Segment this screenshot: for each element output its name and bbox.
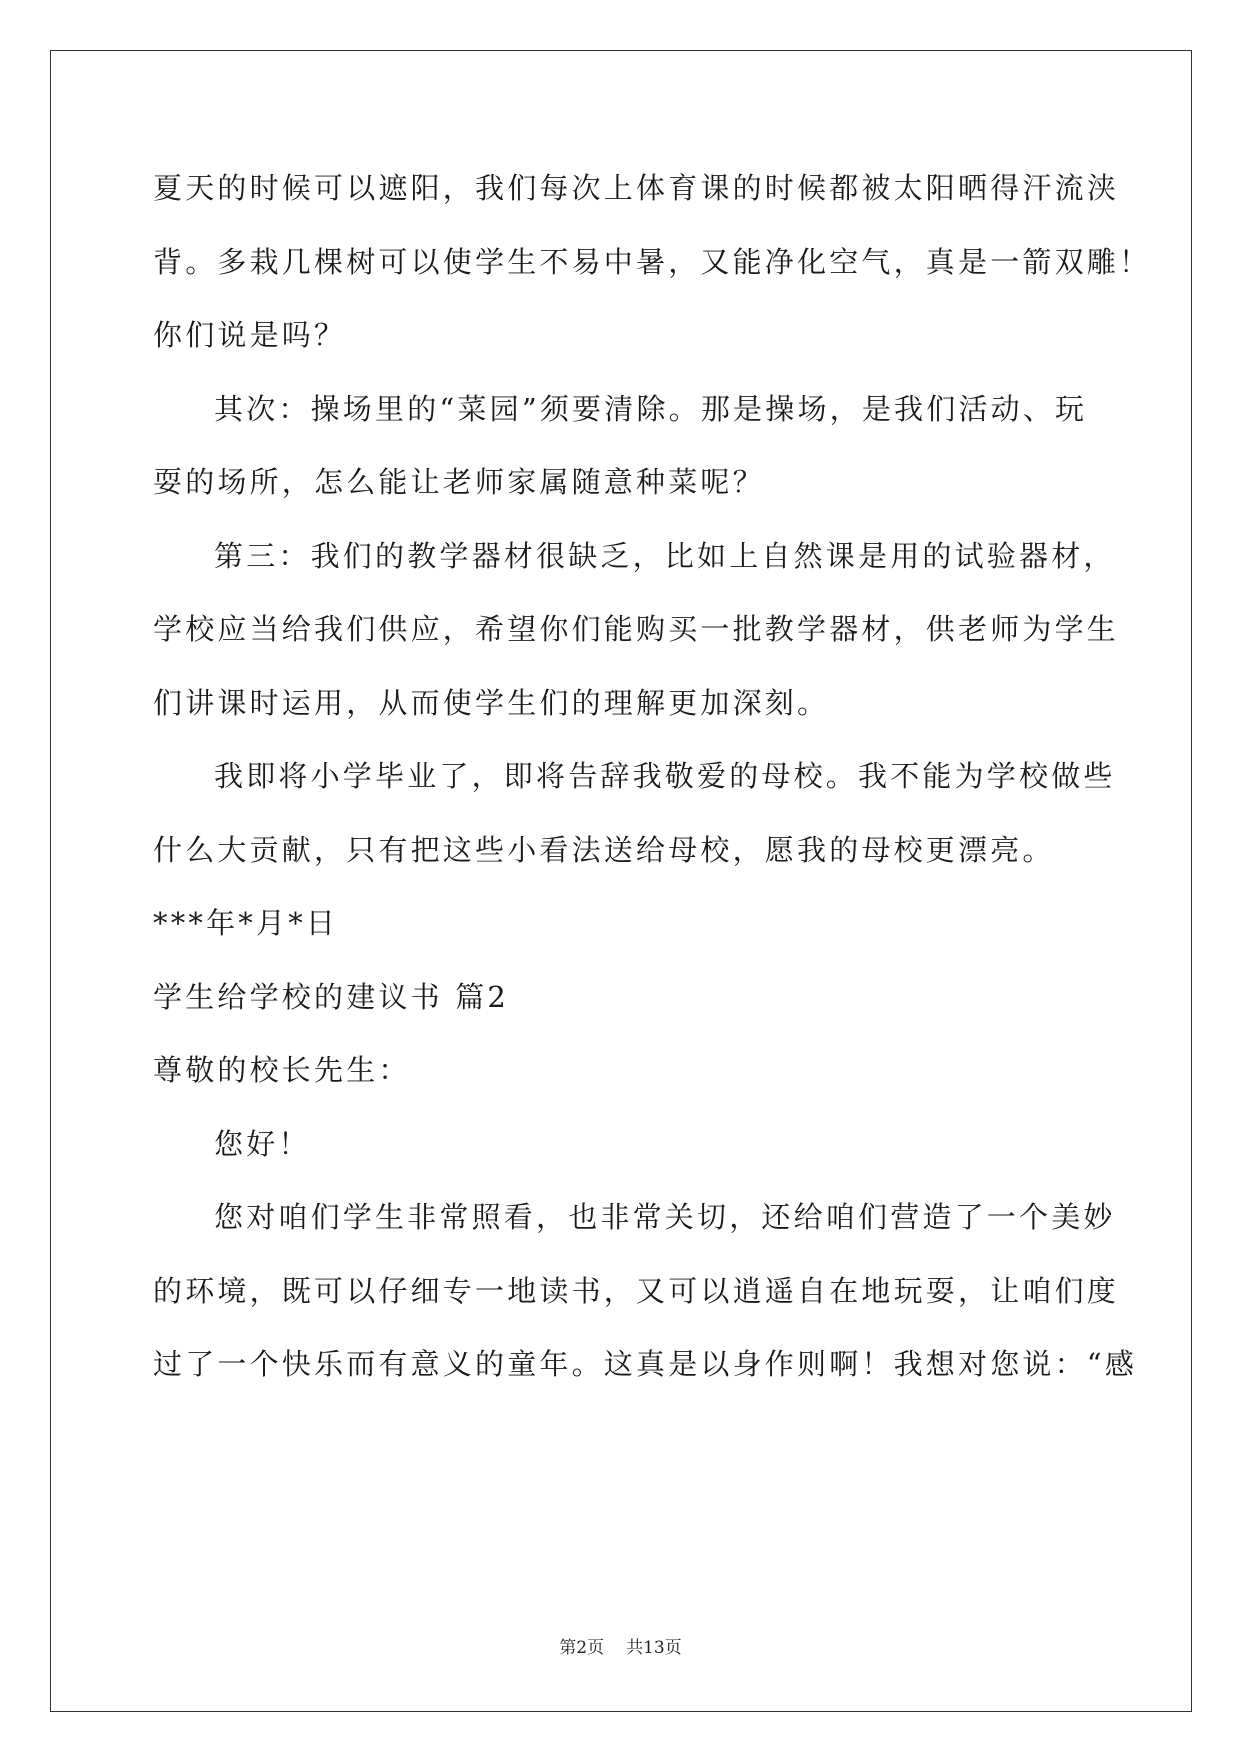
page-number: 第2页 (559, 1638, 605, 1658)
paragraph-line: 的环境，既可以仔细专一地读书，又可以逍遥自在地玩耍，让咱们度 (153, 1273, 1120, 1308)
section-heading: 学生给学校的建议书 篇2 (153, 979, 510, 1014)
greeting: 您好！ (214, 1126, 311, 1161)
paragraph-line: 您对咱们学生非常照看，也非常关切，还给咱们营造了一个美妙 (214, 1200, 1116, 1234)
date-line: ***年*月*日 (153, 906, 339, 940)
paragraph-line: 我即将小学毕业了，即将告辞我敬爱的母校。我不能为学校做些 (214, 759, 1116, 793)
page-total: 共13页 (626, 1638, 682, 1658)
paragraph-line: 学校应当给我们供应，希望你们能购买一批教学器材，供老师为学生 (153, 612, 1120, 646)
paragraph-line: 过了一个快乐而有意义的童年。这真是以身作则啊！我想对您说：“感 (153, 1347, 1138, 1381)
paragraph-line: 们讲课时运用，从而使学生们的理解更加深刻。 (153, 685, 830, 720)
paragraph-line: 什么大贡献，只有把这些小看法送给母校，愿我的母校更漂亮。 (153, 832, 1055, 867)
paragraph-line: 其次：操场里的“菜园”须要清除。那是操场，是我们活动、玩 (214, 391, 1088, 426)
page-footer (0, 1633, 1241, 1658)
salutation: 尊敬的校长先生： (153, 1053, 411, 1087)
document-body (153, 168, 1152, 1418)
paragraph-line: 耍的场所，怎么能让老师家属随意种菜呢？ (153, 465, 765, 499)
paragraph-line: 第三：我们的教学器材很缺乏，比如上自然课是用的试验器材， (214, 538, 1116, 573)
paragraph-line: 你们说是吗？ (153, 318, 347, 352)
paragraph-line: 夏天的时候可以遮阳，我们每次上体育课的时候都被太阳晒得汗流浃 (153, 171, 1120, 205)
paragraph-line: 背。多栽几棵树可以使学生不易中暑，又能净化空气，真是一箭双雕！ (153, 244, 1152, 279)
